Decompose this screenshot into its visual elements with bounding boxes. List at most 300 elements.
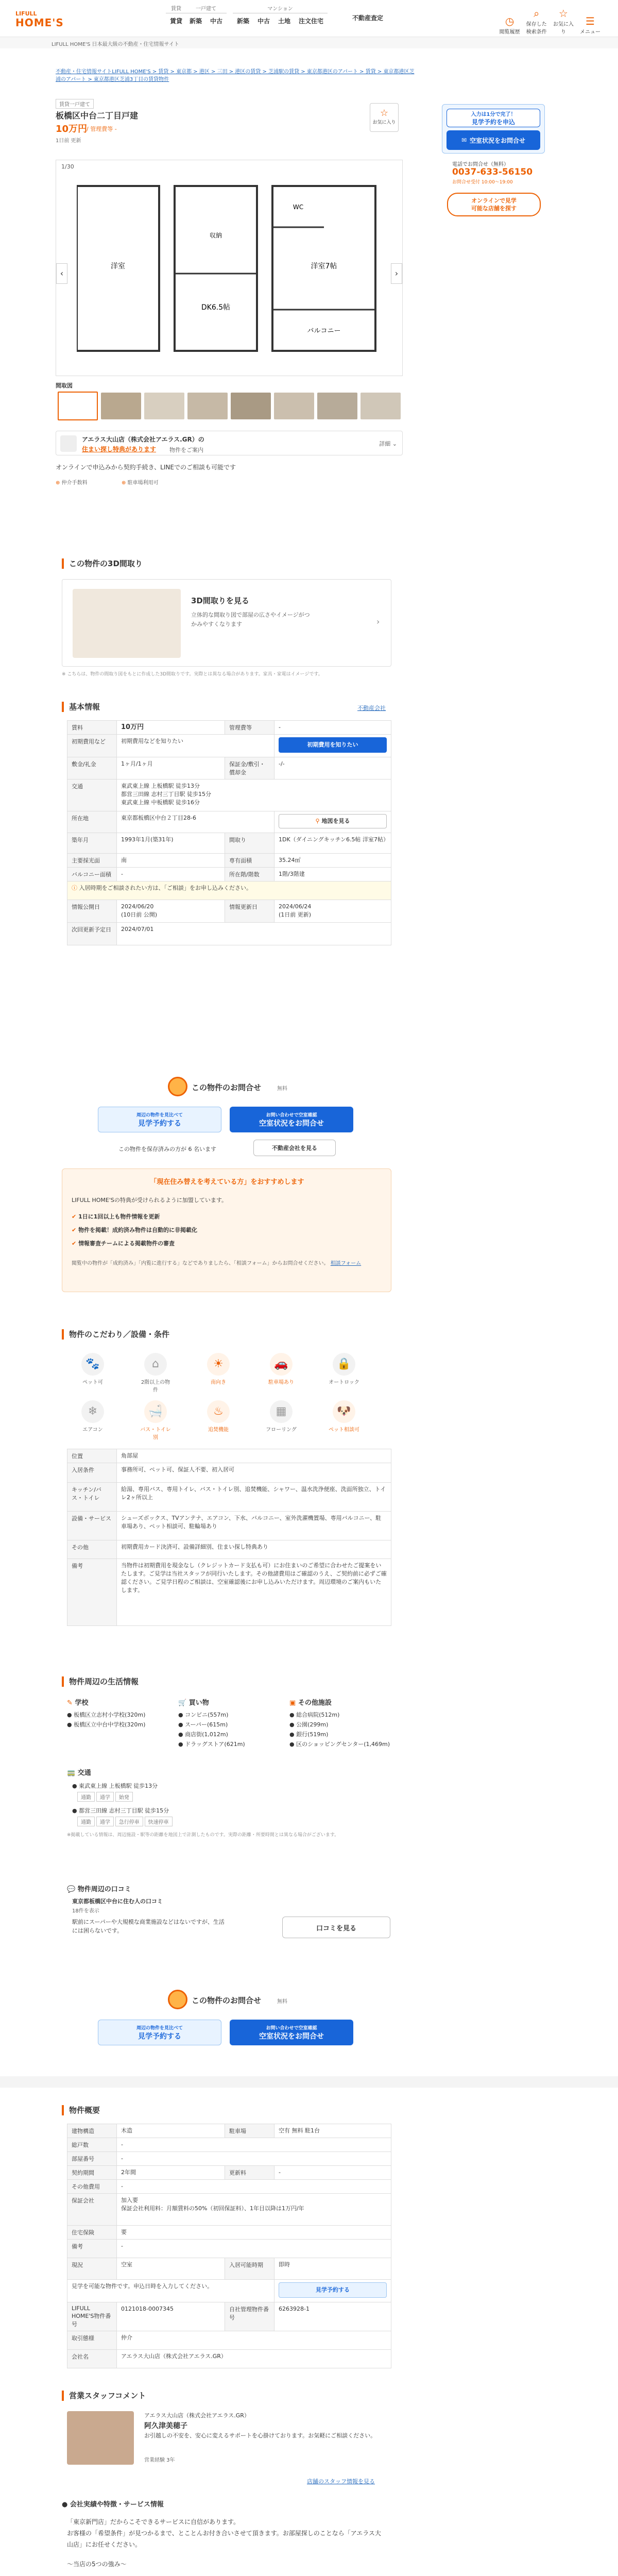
nav-mansion-new[interactable]: 新築 <box>237 18 250 25</box>
feature-item <box>77 1400 108 1433</box>
row-key: その他費用 <box>67 2180 117 2194</box>
traffic-line-text: 都営三田線 志村三丁目駅 徒歩15分 <box>79 1807 169 1814</box>
row-value: 1DK（ダイニングキッチン6.5帖 洋室7帖） <box>274 833 391 854</box>
traffic-note: ※掲載している情報は、周辺施設・駅等の距離を地図上で計測したものです。実際の距離・所要時間とは異なる場合がございます。 <box>67 1833 339 1838</box>
saved-count-text: この物件を保存済みの方が 6 名います <box>118 1146 216 1153</box>
mascot-icon <box>168 1077 187 1096</box>
feature-label: オートロック <box>329 1380 359 1385</box>
view-company-button[interactable]: 不動産会社を見る <box>253 1140 336 1156</box>
overview-title: 物件概要 <box>62 2105 100 2115</box>
small-link-label: 仲介手数料 <box>61 480 88 486</box>
row-key: キッチン/バス・トイレ <box>67 1483 117 1512</box>
row-key: バルコニー面積 <box>67 868 117 882</box>
nav-group-house <box>185 4 227 25</box>
row-key: 管理費等 <box>225 721 274 735</box>
small-link-2[interactable] <box>122 478 159 486</box>
row-key: 築年月 <box>67 833 117 854</box>
cart-icon: 🛒 <box>178 1699 187 1707</box>
feature-label: 南向き <box>211 1380 226 1385</box>
check-icon: ✔ <box>72 1213 77 1220</box>
traffic-head <box>67 1767 91 1777</box>
online-viewing-button[interactable]: オンラインで見学 可能な店舗を探す <box>447 193 541 216</box>
thumbnail-photo[interactable] <box>187 393 228 419</box>
row-value: 東武東上線 上板橋駅 徒歩13分 都営三田線 志村三丁目駅 徒歩15分 東武東上線 中板橋駅 徒歩16分 <box>117 779 391 811</box>
thumbnail-photo[interactable] <box>231 393 271 419</box>
inquiry-title: この物件のお問合せ <box>192 1996 262 2005</box>
promo-footer-text: 閲覧中の物件が「成約済み」「内覧に進行する」などでありましたら、「相談フォーム」からお問合せください。 <box>72 1261 329 1266</box>
notice-row <box>67 882 391 900</box>
env-shopping <box>178 1698 281 1749</box>
intro-paragraph: お客様の「希望条件」が見つかるまで、とことんお付き合いさせて頂きます。お部屋探しのことなら「アエラス大山店」にお任せください。 <box>67 2530 381 2548</box>
feature-item <box>266 1400 297 1433</box>
env-item: ● 銀行(519m) <box>289 1731 329 1738</box>
map-button-label: 地図を見る <box>321 818 350 824</box>
updated-date: 1日前 更新 <box>56 138 81 144</box>
row-key: 情報更新日 <box>225 900 274 923</box>
row-key: 専有面積 <box>225 854 274 868</box>
env-item: ● 商店街(1,012m) <box>178 1731 228 1738</box>
row-value: 事務所可、ペット可、保証人不要、初入居可 <box>117 1463 391 1483</box>
review-head <box>67 1884 131 1893</box>
row-key: 入居条件 <box>67 1463 117 1483</box>
3d-card[interactable] <box>62 579 391 667</box>
online-notice: オンラインで申込みから契約手続き、LINEでのご相談も可能です <box>56 464 236 471</box>
row-key: 更新料 <box>225 2166 274 2180</box>
row-value: 南 <box>117 854 225 868</box>
room-label-2: DK6.5帖 <box>201 303 231 312</box>
chevron-down-icon: ⌄ <box>392 440 397 447</box>
vacancy-sub: お問い合わせで空室確認 <box>266 1112 317 1118</box>
agent-perk[interactable]: 住まい探し特典があります <box>82 446 157 453</box>
header-icon-group <box>497 7 603 36</box>
feature-item <box>203 1400 234 1433</box>
site-header <box>0 0 618 37</box>
row-key: 総戸数 <box>67 2138 117 2152</box>
env-title: 物件周辺の生活情報 <box>62 1676 139 1687</box>
visit-label: 見学予約する <box>138 2032 181 2041</box>
gallery-counter: 1/30 <box>61 163 74 170</box>
history-label: 閲覧履歴 <box>499 29 520 35</box>
map-button[interactable] <box>279 814 387 828</box>
side-cta-box <box>442 104 545 154</box>
rent-price: 10万円 <box>56 124 88 134</box>
nav-custom-house[interactable]: 注文住宅 <box>299 18 324 25</box>
feature-icon: ⌂ <box>144 1353 167 1376</box>
row-value: 木造 <box>117 2124 225 2138</box>
review-head-text: 物件周辺の口コミ <box>77 1886 131 1893</box>
company-intro-head: ● 会社実績や特徴・サービス情報 <box>62 2501 164 2509</box>
side-vacancy-label: 空室状況をお問合せ <box>470 137 526 144</box>
row-key: 保証会社 <box>67 2194 117 2226</box>
row-value: - <box>117 868 225 882</box>
feature-label: バス・トイレ別 <box>140 1427 171 1440</box>
row-key: 情報公開日 <box>67 900 117 923</box>
feature-icon: 🐶 <box>333 1400 355 1423</box>
row-value: 1ヶ月/1ヶ月 <box>117 757 225 779</box>
promo-box <box>62 1168 391 1292</box>
chat-icon: 💬 <box>67 1886 76 1893</box>
history-button[interactable] <box>497 15 522 35</box>
feature-label: ペット相談可 <box>329 1427 359 1433</box>
traffic-tag: 通勤 <box>77 1792 95 1802</box>
row-key: 間取り <box>225 833 274 854</box>
feature-label: フローリング <box>266 1427 297 1433</box>
row-value: 東京都板橋区中台２丁目28-6 <box>117 811 274 833</box>
staff-link[interactable]: 店舗のスタッフ情報を見る <box>307 2478 375 2485</box>
row-key: 入居可能時期 <box>225 2258 274 2280</box>
visit-reserve-button[interactable] <box>447 109 540 127</box>
gallery-prev-button[interactable]: ‹ <box>56 263 67 284</box>
menu-button[interactable] <box>578 15 603 35</box>
row-key: 建物構造 <box>67 2124 117 2138</box>
feature-item <box>329 1353 359 1385</box>
row-key: 住宅保険 <box>67 2226 117 2240</box>
overview-table <box>67 2124 391 2368</box>
overview-visit-button[interactable]: 見学予約する <box>279 2282 387 2298</box>
3d-card-title: 3D間取りを見る <box>191 596 249 605</box>
thumbnail-photo[interactable] <box>360 393 401 419</box>
building-icon: ▣ <box>289 1699 296 1707</box>
row-key: 所在地 <box>67 811 117 833</box>
promo-footer <box>72 1260 381 1268</box>
row-key: 賃料 <box>67 721 117 735</box>
feature-icon: 🐾 <box>81 1353 104 1376</box>
row-value: シューズボックス、TVアンテナ、エアコン、下水、バルコニー、室外洗濯機置場、専用バルコニー、駐車場あり、ペット相談可、駐輪場あり <box>117 1512 391 1540</box>
logo-top-text: LIFULL <box>15 10 37 17</box>
thumbnail-floorplan[interactable] <box>58 392 98 420</box>
price-sub: / 管理費等 - <box>87 126 117 132</box>
traffic-tag: 始発 <box>115 1792 133 1802</box>
staff-comment: お引越しの不安を、安心に変えるサポートを心掛けております。お気軽にご相談ください。 <box>144 2432 376 2439</box>
company-link[interactable]: 不動産会社 <box>357 705 386 711</box>
feature-icon: 🚗 <box>270 1353 293 1376</box>
env-head: その他施設 <box>298 1699 332 1707</box>
traffic-line-2: ● 都営三田線 志村三丁目駅 徒歩15分 <box>72 1807 169 1814</box>
nav-group-mansion <box>233 4 328 25</box>
nav-group-label: 一戸建て <box>185 4 227 13</box>
check-icon: ✔ <box>72 1240 77 1247</box>
visit-note: 見学を可能な物件です。申込日時を入力してください。 <box>67 2280 274 2302</box>
feature-item <box>266 1353 297 1385</box>
basic-info-title: 基本情報 <box>62 702 100 712</box>
row-value: 空有 無料 駐1台 <box>274 2124 391 2138</box>
env-item: ● スーパー(615m) <box>178 1721 228 1728</box>
map-pin-icon: ⚲ <box>315 818 320 824</box>
intro-paragraph: 〜当店の5つの強み〜 <box>67 2561 127 2568</box>
row-value: 空室 <box>117 2258 225 2280</box>
visit-label: 見学予約する <box>138 1119 181 1128</box>
staff-title: 営業スタッフコメント <box>62 2391 146 2401</box>
features-table <box>67 1449 391 1626</box>
basic-info-table <box>67 720 391 945</box>
review-button[interactable]: 口コミを見る <box>282 1917 390 1938</box>
feature-icon: 🛁 <box>144 1400 167 1423</box>
small-link-label: 駐車場利用可 <box>127 480 159 486</box>
agent-perk-sub: 物件をご案内 <box>169 447 203 453</box>
row-value: -/- <box>274 757 391 779</box>
menu-icon: ☰ <box>586 15 595 27</box>
feature-item <box>203 1353 234 1385</box>
staff-role: 営業経験 3年 <box>144 2458 175 2463</box>
row-key: 会社名 <box>67 2350 117 2368</box>
row-value: 仲介 <box>117 2331 391 2350</box>
favorite-label: お気に入り <box>372 120 396 125</box>
row-value: 1階/3階建 <box>274 868 391 882</box>
thumbnail-photo[interactable] <box>101 393 141 419</box>
feature-icon: ❄ <box>81 1400 104 1423</box>
section-3d-title: この物件の3D間取り <box>62 558 143 569</box>
feature-icon: ☀ <box>207 1353 230 1376</box>
consult-form-link[interactable]: 相談フォーム <box>330 1261 362 1266</box>
env-item: ● 総合病院(512m) <box>289 1711 340 1718</box>
env-item: ● コンビニ(557m) <box>178 1711 229 1718</box>
header-subbar: LIFULL HOME'S 日本最大級の不動産・住宅情報サイト <box>0 37 618 48</box>
clock-icon: ◷ <box>505 15 514 27</box>
info-icon: ⊕ <box>56 480 60 486</box>
3d-card-desc: 立体的な間取り図で部屋の広さやイメージがつかみやすくなります <box>191 612 310 628</box>
row-key: 敷金/礼金 <box>67 757 117 779</box>
traffic-head-text: 交通 <box>77 1769 91 1777</box>
row-value: 2年間 <box>117 2166 225 2180</box>
row-value: 当物件は初期費用を現金なし（クレジットカード支払も可）にお住まいのご希望に合わせたご提案をいたします。ご見学は当社スタッフが同行いたします。その他諸費用はご確認のうえ、ご契約前に必ずご確認ください。ご見学日程のご相談は、空室確認後にお申し込みいただけます。周辺環境のご案内もいたします。 <box>117 1559 391 1626</box>
agent-company: アエラス大山店（株式会社アエラス.GR）の <box>82 436 204 443</box>
row-key: 所在階/階数 <box>225 868 274 882</box>
3d-preview-image <box>73 589 181 658</box>
row-key: 設備・サービス <box>67 1512 117 1540</box>
row-value: - <box>117 2180 391 2194</box>
row-key: 自社管理物件番号 <box>225 2302 274 2331</box>
inquiry-title: この物件のお問合せ <box>192 1083 262 1092</box>
review-text: 駅前にスーパーや大規模な商業施設などはないですが、生活には困らないです。 <box>72 1919 225 1934</box>
feature-item <box>140 1400 171 1440</box>
room-label-6: 収納 <box>209 232 222 239</box>
row-value: 6263928-1 <box>274 2302 391 2331</box>
traffic-line-1: ● 東武東上線 上板橋駅 徒歩13分 <box>72 1783 158 1789</box>
row-value: - <box>117 2138 391 2152</box>
promo-item <box>72 1226 197 1234</box>
row-value: 給湯、専用バス、専用トイレ、バス・トイレ別、追焚機能、シャワー、温水洗浄便座、洗面所独立、トイレ2ヶ所以上 <box>117 1483 391 1512</box>
env-item: ● ドラッグストア(621m) <box>178 1741 245 1748</box>
section-divider <box>0 2076 618 2088</box>
row-key: 次回更新予定日 <box>67 923 117 945</box>
row-value: 加入要 保証会社利用料：月額賃料の50%（初回保証料）、1年目以降は1万円/年 <box>117 2194 391 2226</box>
env-item: ● 板橋区立志村小学校(320m) <box>67 1711 146 1718</box>
env-head: 学校 <box>75 1699 89 1707</box>
thumbs-label: 間取図 <box>56 382 73 389</box>
visit-reserve-label: 見学予約を申込 <box>471 118 515 126</box>
row-value: - <box>117 2152 391 2166</box>
row-key: 備考 <box>67 1559 117 1626</box>
nav-group-label: マンション <box>233 4 328 13</box>
gallery-main <box>56 160 403 376</box>
detail-label: 詳細 <box>379 440 391 447</box>
school-icon: ✎ <box>67 1699 73 1707</box>
room-label-1: 洋室 <box>111 262 125 270</box>
env-schools <box>67 1698 170 1730</box>
row-key: LIFULL HOME'S物件番号 <box>67 2302 117 2331</box>
promo-title: 「現在住み替えを考えている方」をおすすめします <box>150 1178 304 1186</box>
nav-mansion-used[interactable]: 中古 <box>258 18 270 25</box>
feature-item <box>77 1353 108 1385</box>
row-key: 初期費用など <box>67 735 117 757</box>
feature-icon: ♨ <box>207 1400 230 1423</box>
env-item: ● 区のショッピングセンター(1,469m) <box>289 1741 390 1748</box>
vacancy-button[interactable] <box>230 2020 353 2045</box>
row-value: アエラス大山店（株式会社アエラス.GR） <box>117 2350 391 2368</box>
feature-label: 2階以上の物件 <box>141 1380 170 1393</box>
nav-land[interactable]: 土地 <box>278 18 291 25</box>
row-value: 初期費用カード決済可、設備詳細別、住まい探し特典あり <box>117 1540 391 1559</box>
row-key: 取引態様 <box>67 2331 117 2350</box>
row-value: 即時 <box>274 2258 391 2280</box>
vacancy-sub: お問い合わせで空室確認 <box>266 2025 317 2031</box>
feature-item <box>140 1353 171 1393</box>
phone-number[interactable]: 0037-633-56150 <box>452 167 533 177</box>
feature-icon: ▦ <box>270 1400 293 1423</box>
env-head: 買い物 <box>188 1699 209 1707</box>
notice-text: 入居時期をご相談されたい方は、「ご相談」をお申し込みください。 <box>79 885 252 891</box>
row-value: 35.24㎡ <box>274 854 391 868</box>
vacancy-button[interactable] <box>230 1107 353 1132</box>
mascot-icon <box>168 1990 187 2009</box>
row-key: 保証金/敷引・償却金 <box>225 757 274 779</box>
row-key: 位置 <box>67 1449 117 1463</box>
inquiry-free: 無料 <box>277 1999 287 2005</box>
breadcrumb[interactable] <box>56 68 416 83</box>
favorite-button[interactable] <box>370 103 399 132</box>
site-logo[interactable] <box>15 9 82 27</box>
info-icon: ⊕ <box>122 480 126 486</box>
gallery-next-button[interactable]: › <box>391 263 402 284</box>
feature-item <box>329 1400 359 1433</box>
visit-sub: 周辺の物件を見比べて <box>136 2025 183 2031</box>
traffic-tag: 通勤 <box>77 1817 95 1826</box>
train-icon: 🚃 <box>67 1769 76 1777</box>
side-vacancy-button[interactable] <box>447 130 540 150</box>
feature-icon: 🔒 <box>333 1353 355 1376</box>
thumbnail-photo[interactable] <box>274 393 314 419</box>
row-key: 契約期間 <box>67 2166 117 2180</box>
saved-search-button[interactable] <box>524 7 549 35</box>
room-label-4: バルコニー <box>307 327 341 335</box>
nav-house-new[interactable]: 新築 <box>190 18 202 25</box>
row-value: 角部屋 <box>117 1449 391 1463</box>
property-type-badge: 賃貸一戸建て <box>56 99 94 109</box>
traffic-tags-1 <box>77 1792 133 1802</box>
promo-lead: LIFULL HOME'Sの特典が受けられるように加盟しています。 <box>72 1197 227 1204</box>
row-key: 駐車場 <box>225 2124 274 2138</box>
row-key: 現況 <box>67 2258 117 2280</box>
inquiry-free: 無料 <box>277 1086 287 1092</box>
favorites-label: お気に入り <box>553 22 574 35</box>
property-tag <box>56 99 94 109</box>
search-icon: ⌕ <box>534 7 540 20</box>
star-icon: ☆ <box>558 7 568 20</box>
floorplan-image <box>77 181 381 366</box>
logo-main-text: HOME'S <box>15 16 64 29</box>
info-icon: ⓘ <box>72 885 77 891</box>
row-value: - <box>274 2166 391 2180</box>
nav-group-assess <box>348 13 387 22</box>
feature-label: エアコン <box>82 1427 103 1433</box>
small-link-1[interactable] <box>56 478 88 486</box>
nav-assessment[interactable]: 不動産査定 <box>352 14 384 22</box>
room-label-5: WC <box>293 204 304 211</box>
company-intro-body <box>67 2516 386 2576</box>
row-value: 2024/06/24 (1日前 更新) <box>274 900 391 923</box>
row-value: 2024/06/20 (10日前 公開) <box>117 900 225 923</box>
visit-reserve-sub: 入力は1分で完了！ <box>471 112 516 117</box>
traffic-tag: 通学 <box>96 1817 114 1826</box>
check-icon: ✔ <box>72 1227 77 1233</box>
row-value: 0121018-0007345 <box>117 2302 225 2331</box>
row-value: - <box>117 2240 391 2258</box>
row-value: 10万円 <box>117 721 225 735</box>
visit-button[interactable] <box>98 1107 221 1132</box>
nav-rent[interactable]: 賃貸 <box>170 18 183 25</box>
property-address: 板橋区中台二丁目戸建 <box>56 111 139 121</box>
agent-detail-link[interactable] <box>379 439 397 448</box>
visit-sub: 周辺の物件を見比べて <box>136 1112 183 1118</box>
nav-group-label: 賃貸 <box>166 4 186 13</box>
promo-item-text: 情報審査チームによる掲載物件の審査 <box>78 1240 175 1247</box>
3d-note: ※ こちらは、物件の間取り図をもとに作成した3D間取りです。実際とは異なる場合があります。家具・家電はイメージです。 <box>62 672 323 677</box>
thumbnail-photo[interactable] <box>317 393 357 419</box>
row-value: 要 <box>117 2226 391 2240</box>
favorites-button[interactable] <box>551 7 576 35</box>
breadcrumb-text[interactable]: 不動産・住宅情報サイトLIFULL HOME'S > 賃貸 > 東京都 > 港区 > 三田 > 港区の賃貸 > 芝浦駅の賃貸 > 東京都港区のアパート > 賃貸 > 東京都港区芝浦のアパート > 東京都港区芝浦3丁目の賃貸物件 <box>56 69 415 82</box>
nav-house-used[interactable]: 中古 <box>210 18 223 25</box>
phone-label: 電話でお問合せ（無料） <box>452 162 509 167</box>
row-value: 2024/07/01 <box>117 923 391 945</box>
env-item: ● 板橋区立中台中学校(320m) <box>67 1721 146 1728</box>
features-title: 物件のこだわり／設備・条件 <box>62 1329 169 1340</box>
review-count: 18件を表示 <box>72 1908 99 1914</box>
env-item: ● 公園(299m) <box>289 1721 329 1728</box>
traffic-line-text: 東武東上線 上板橋駅 徒歩13分 <box>79 1783 158 1789</box>
staff-company: アエラス大山店（株式会社アエラス.GR） <box>144 2412 250 2419</box>
traffic-tag: 快速停車 <box>145 1817 173 1826</box>
traffic-tag: 急行停車 <box>115 1817 143 1826</box>
row-key: 交通 <box>67 779 117 811</box>
chevron-right-icon: › <box>376 617 380 626</box>
review-sub: 東京都板橋区中台に住む人の口コミ <box>72 1898 163 1905</box>
promo-item-text: 物件を掲載！成約済み物件は自動的に非掲載化 <box>78 1227 198 1233</box>
intro-paragraph: 「東京新門店」だからこそできるサービスに自信があります。 <box>67 2518 240 2526</box>
row-value: - <box>274 721 391 735</box>
promo-item <box>72 1212 160 1221</box>
row-value: 1993年1月(築31年) <box>117 833 225 854</box>
staff-photo <box>67 2411 134 2465</box>
menu-label: メニュー <box>580 29 600 35</box>
feature-label: 駐車場あり <box>268 1380 294 1385</box>
thumbnail-photo[interactable] <box>144 393 184 419</box>
room-label-3: 洋室7帖 <box>311 262 337 270</box>
row-key: 備考 <box>67 2240 117 2258</box>
row-key: その他 <box>67 1540 117 1559</box>
env-facilities <box>289 1698 392 1749</box>
star-icon: ☆ <box>380 108 389 118</box>
initial-cost-button[interactable]: 初期費用を知りたい <box>279 737 387 753</box>
staff-name: 阿久津美穂子 <box>144 2422 187 2430</box>
agent-logo <box>60 435 77 452</box>
feature-label: ペット可 <box>82 1380 103 1385</box>
visit-button[interactable] <box>98 2020 221 2045</box>
traffic-tags-2 <box>77 1817 173 1826</box>
row-value: 初期費用などを知りたい <box>117 735 274 757</box>
saved-search-label: 保存した検索条件 <box>526 22 547 35</box>
row-key: 主要採光面 <box>67 854 117 868</box>
